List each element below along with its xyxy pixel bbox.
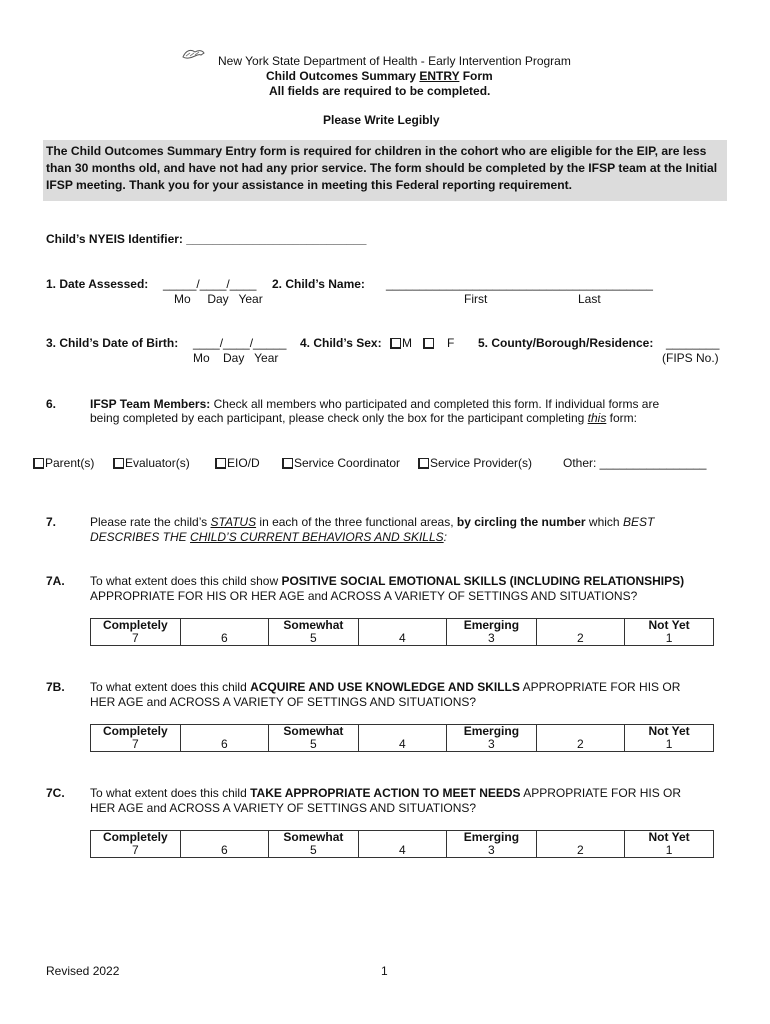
rating-option-6[interactable]: 6 xyxy=(180,738,269,752)
rating-option-5[interactable]: 5 xyxy=(269,844,358,858)
q7c-number: 7C. xyxy=(46,786,65,800)
scale-label: Somewhat xyxy=(269,831,358,845)
child-name-field[interactable]: ________________________________________ xyxy=(386,277,653,291)
q7-text-line1: Please rate the child’s STATUS in each of the three functional areas, by circling the number which BEST xyxy=(90,515,655,529)
q7-text-line2: DESCRIBES THE CHILD’S CURRENT BEHAVIORS AND SKILLS: xyxy=(90,530,447,544)
checkbox-icon[interactable] xyxy=(113,458,124,469)
scale-label: Emerging xyxy=(447,619,536,633)
rating-scale-7c xyxy=(90,830,714,858)
rating-option-6[interactable]: 6 xyxy=(180,844,269,858)
rating-option-1[interactable]: 1 xyxy=(625,844,714,858)
rating-option-7[interactable]: 7 xyxy=(91,844,181,858)
date-assessed-sublabel: Mo Day Year xyxy=(174,292,263,306)
rating-scale-7a xyxy=(90,618,714,646)
rating-option-7[interactable]: 7 xyxy=(91,738,181,752)
scale-label xyxy=(180,725,269,739)
q7a-text-line1: To what extent does this child show POSITIVE SOCIAL EMOTIONAL SKILLS (INCLUDING RELATIONSHIPS) xyxy=(90,574,685,588)
date-assessed-field[interactable]: _____/____/____ xyxy=(163,277,257,291)
scale-label: Somewhat xyxy=(269,725,358,739)
team-option-other[interactable]: Other: ________________ xyxy=(563,456,707,470)
q7a-number: 7A. xyxy=(46,574,65,588)
write-legibly-note: Please Write Legibly xyxy=(323,113,440,127)
team-option-eiod[interactable]: EIO/D xyxy=(215,456,260,470)
q7c-text-line2: HER AGE and ACROSS A VARIETY OF SETTINGS AND SITUATIONS? xyxy=(90,801,477,815)
page-number: 1 xyxy=(381,964,388,978)
revision-note: Revised 2022 xyxy=(46,964,120,978)
dob-field[interactable]: ____/____/_____ xyxy=(193,336,287,350)
scale-label xyxy=(536,619,625,633)
rating-option-5[interactable]: 5 xyxy=(269,632,358,646)
county-label: 5. County/Borough/Residence: xyxy=(478,336,654,350)
q7b-text-line2: HER AGE and ACROSS A VARIETY OF SETTINGS AND SITUATIONS? xyxy=(90,695,477,709)
scale-label: Completely xyxy=(91,725,181,739)
header-agency: New York State Department of Health - Early Intervention Program xyxy=(218,54,571,68)
q7b-text-line1: To what extent does this child ACQUIRE AND USE KNOWLEDGE AND SKILLS APPROPRIATE FOR HIS OR xyxy=(90,680,681,694)
scale-label: Not Yet xyxy=(625,619,714,633)
child-name-label: 2. Child’s Name: xyxy=(272,277,365,291)
rating-option-1[interactable]: 1 xyxy=(625,632,714,646)
scale-label xyxy=(536,831,625,845)
checkbox-icon[interactable] xyxy=(282,458,293,469)
team-option-parent[interactable]: Parent(s) xyxy=(33,456,94,470)
q7a-text-line2: APPROPRIATE FOR HIS OR HER AGE and ACROSS A VARIETY OF SETTINGS AND SITUATIONS? xyxy=(90,589,638,603)
scale-label: Not Yet xyxy=(625,725,714,739)
q6-text-line2: being completed by each participant, please check only the box for the participant completing this form: xyxy=(90,411,637,425)
rating-option-4[interactable]: 4 xyxy=(358,632,447,646)
rating-option-4[interactable]: 4 xyxy=(358,844,447,858)
scale-label: Emerging xyxy=(447,831,536,845)
last-name-sublabel: Last xyxy=(578,292,601,306)
rating-option-3[interactable]: 3 xyxy=(447,738,536,752)
nyeis-identifier-field[interactable]: Child’s NYEIS Identifier: ___________________________ xyxy=(46,232,367,246)
checkbox-icon[interactable] xyxy=(33,458,44,469)
county-field[interactable]: ________ xyxy=(666,336,720,350)
dob-sublabel: Mo Day Year xyxy=(193,351,279,365)
team-option-evaluator[interactable]: Evaluator(s) xyxy=(113,456,190,470)
scale-label xyxy=(180,831,269,845)
checkbox-icon[interactable] xyxy=(390,338,401,349)
sex-m-option[interactable]: M xyxy=(390,336,412,350)
checkbox-icon[interactable] xyxy=(418,458,429,469)
rating-option-6[interactable]: 6 xyxy=(180,632,269,646)
rating-option-2[interactable]: 2 xyxy=(536,738,625,752)
dob-label: 3. Child’s Date of Birth: xyxy=(46,336,179,350)
scale-label xyxy=(536,725,625,739)
scale-label xyxy=(358,619,447,633)
instructions-box: The Child Outcomes Summary Entry form is required for children in the cohort who are eligible for the EIP, are less than 30 months old, and have not had any prior service. The form should be completed by the IFSP team at the Initial IFSP meeting. Thank you for your assistance in meeting this Federal reporting requirement. xyxy=(43,140,727,201)
team-option-service-provider[interactable]: Service Provider(s) xyxy=(418,456,532,470)
scale-label: Not Yet xyxy=(625,831,714,845)
rating-option-2[interactable]: 2 xyxy=(536,632,625,646)
rating-option-3[interactable]: 3 xyxy=(447,632,536,646)
rating-option-2[interactable]: 2 xyxy=(536,844,625,858)
scale-label: Completely xyxy=(91,831,181,845)
required-note: All fields are required to be completed. xyxy=(269,84,491,98)
rating-scale-7b xyxy=(90,724,714,752)
team-option-service-coordinator[interactable]: Service Coordinator xyxy=(282,456,400,470)
rating-option-3[interactable]: 3 xyxy=(447,844,536,858)
fips-sublabel: (FIPS No.) xyxy=(662,351,719,365)
date-assessed-label: 1. Date Assessed: xyxy=(46,277,149,291)
child-sex-label: 4. Child’s Sex: xyxy=(300,336,382,350)
q7c-text-line1: To what extent does this child TAKE APPROPRIATE ACTION TO MEET NEEDS APPROPRIATE FOR HIS OR xyxy=(90,786,682,800)
q6-number: 6. xyxy=(46,397,57,411)
rating-option-7[interactable]: 7 xyxy=(91,632,181,646)
q7-number: 7. xyxy=(46,515,57,529)
q6-text-line1: IFSP Team Members: Check all members who participated and completed this form. If individual forms are xyxy=(90,397,660,411)
checkbox-icon[interactable] xyxy=(215,458,226,469)
scale-label: Emerging xyxy=(447,725,536,739)
scale-label xyxy=(358,831,447,845)
scale-label xyxy=(358,725,447,739)
scale-label: Completely xyxy=(91,619,181,633)
scale-label: Somewhat xyxy=(269,619,358,633)
sex-f-option[interactable]: F xyxy=(423,336,454,350)
first-name-sublabel: First xyxy=(464,292,488,306)
scale-label xyxy=(180,619,269,633)
rating-option-4[interactable]: 4 xyxy=(358,738,447,752)
rating-option-5[interactable]: 5 xyxy=(269,738,358,752)
checkbox-icon[interactable] xyxy=(423,338,434,349)
q7b-number: 7B. xyxy=(46,680,65,694)
rating-option-1[interactable]: 1 xyxy=(625,738,714,752)
nys-seal-logo xyxy=(181,47,205,61)
form-title: Child Outcomes Summary ENTRY Form xyxy=(266,69,493,83)
